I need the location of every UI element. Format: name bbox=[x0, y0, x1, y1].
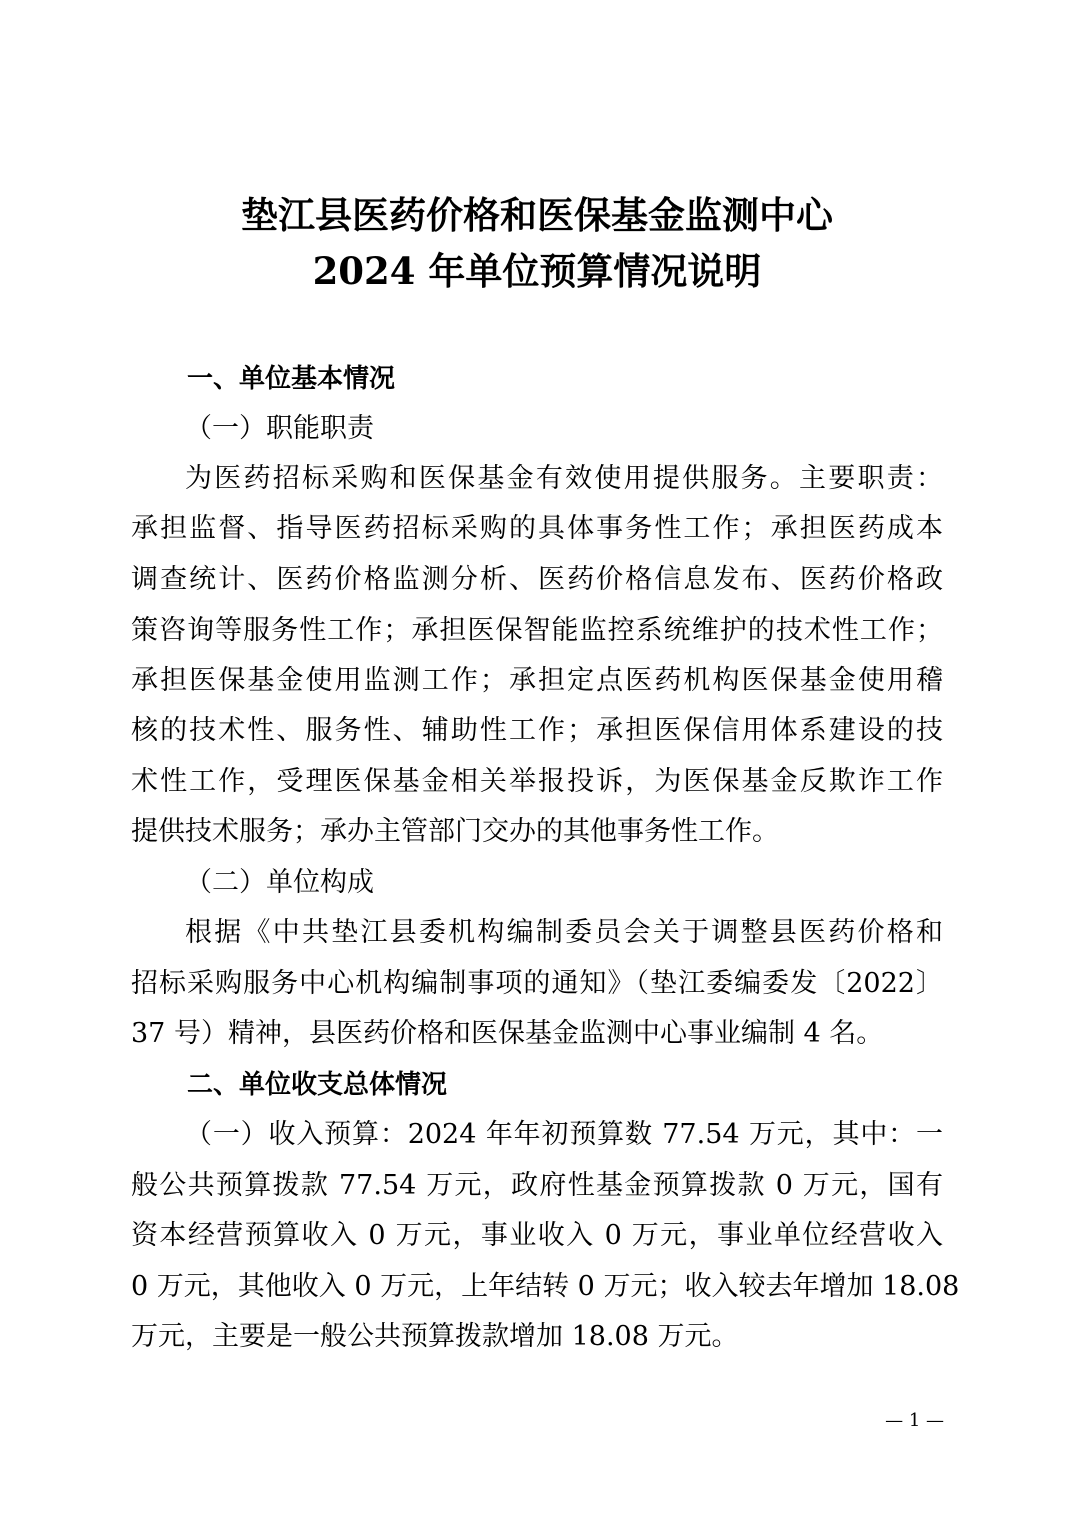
paragraph-line: 招标采购服务中心机构编制事项的通知》（垫江委编委发〔2022〕 bbox=[131, 968, 943, 999]
paragraph-line: 策咨询等服务性工作；承担医保智能监控系统维护的技术性工作； bbox=[131, 615, 943, 646]
document-title-line-1: 垫江县医药价格和医保基金监测中心 bbox=[241, 193, 833, 237]
paragraph-line: 术性工作，受理医保基金相关举报投诉，为医保基金反欺诈工作 bbox=[131, 766, 943, 797]
paragraph-line: 资本经营预算收入 0 万元，事业收入 0 万元，事业单位经营收入 bbox=[131, 1220, 943, 1251]
document-title-line-2: 2024 年单位预算情况说明 bbox=[312, 249, 762, 293]
paragraph-line: 根据《中共垫江县委机构编制委员会关于调整县医药价格和 bbox=[185, 917, 943, 948]
paragraph-line: 承担监督、指导医药招标采购的具体事务性工作；承担医药成本 bbox=[131, 513, 943, 544]
paragraph-line: 核的技术性、服务性、辅助性工作；承担医保信用体系建设的技 bbox=[131, 715, 943, 746]
section-1-2-heading: （二）单位构成 bbox=[185, 867, 374, 898]
section-2-heading: 二、单位收支总体情况 bbox=[187, 1070, 448, 1100]
paragraph-line: 提供技术服务；承办主管部门交办的其他事务性工作。 bbox=[131, 816, 779, 847]
paragraph-line: 万元，主要是一般公共预算拨款增加 18.08 万元。 bbox=[131, 1321, 739, 1352]
paragraph-line: 调查统计、医药价格监测分析、医药价格信息发布、医药价格政 bbox=[131, 564, 943, 595]
paragraph-line: （一）收入预算：2024 年年初预算数 77.54 万元，其中：一 bbox=[185, 1119, 943, 1150]
paragraph-line: 0 万元，其他收入 0 万元，上年结转 0 万元；收入较去年增加 18.08 bbox=[131, 1271, 960, 1302]
page-number: — 1 — bbox=[885, 1410, 944, 1431]
paragraph-line: 承担医保基金使用监测工作；承担定点医药机构医保基金使用稽 bbox=[131, 665, 943, 696]
paragraph-line: 为医药招标采购和医保基金有效使用提供服务。主要职责： bbox=[185, 463, 943, 494]
paragraph-line: 37 号）精神，县医药价格和医保基金监测中心事业编制 4 名。 bbox=[131, 1018, 884, 1049]
section-1-1-heading: （一）职能职责 bbox=[185, 413, 374, 444]
section-1-heading: 一、单位基本情况 bbox=[187, 364, 396, 394]
paragraph-line: 般公共预算拨款 77.54 万元，政府性基金预算拨款 0 万元，国有 bbox=[131, 1170, 943, 1201]
